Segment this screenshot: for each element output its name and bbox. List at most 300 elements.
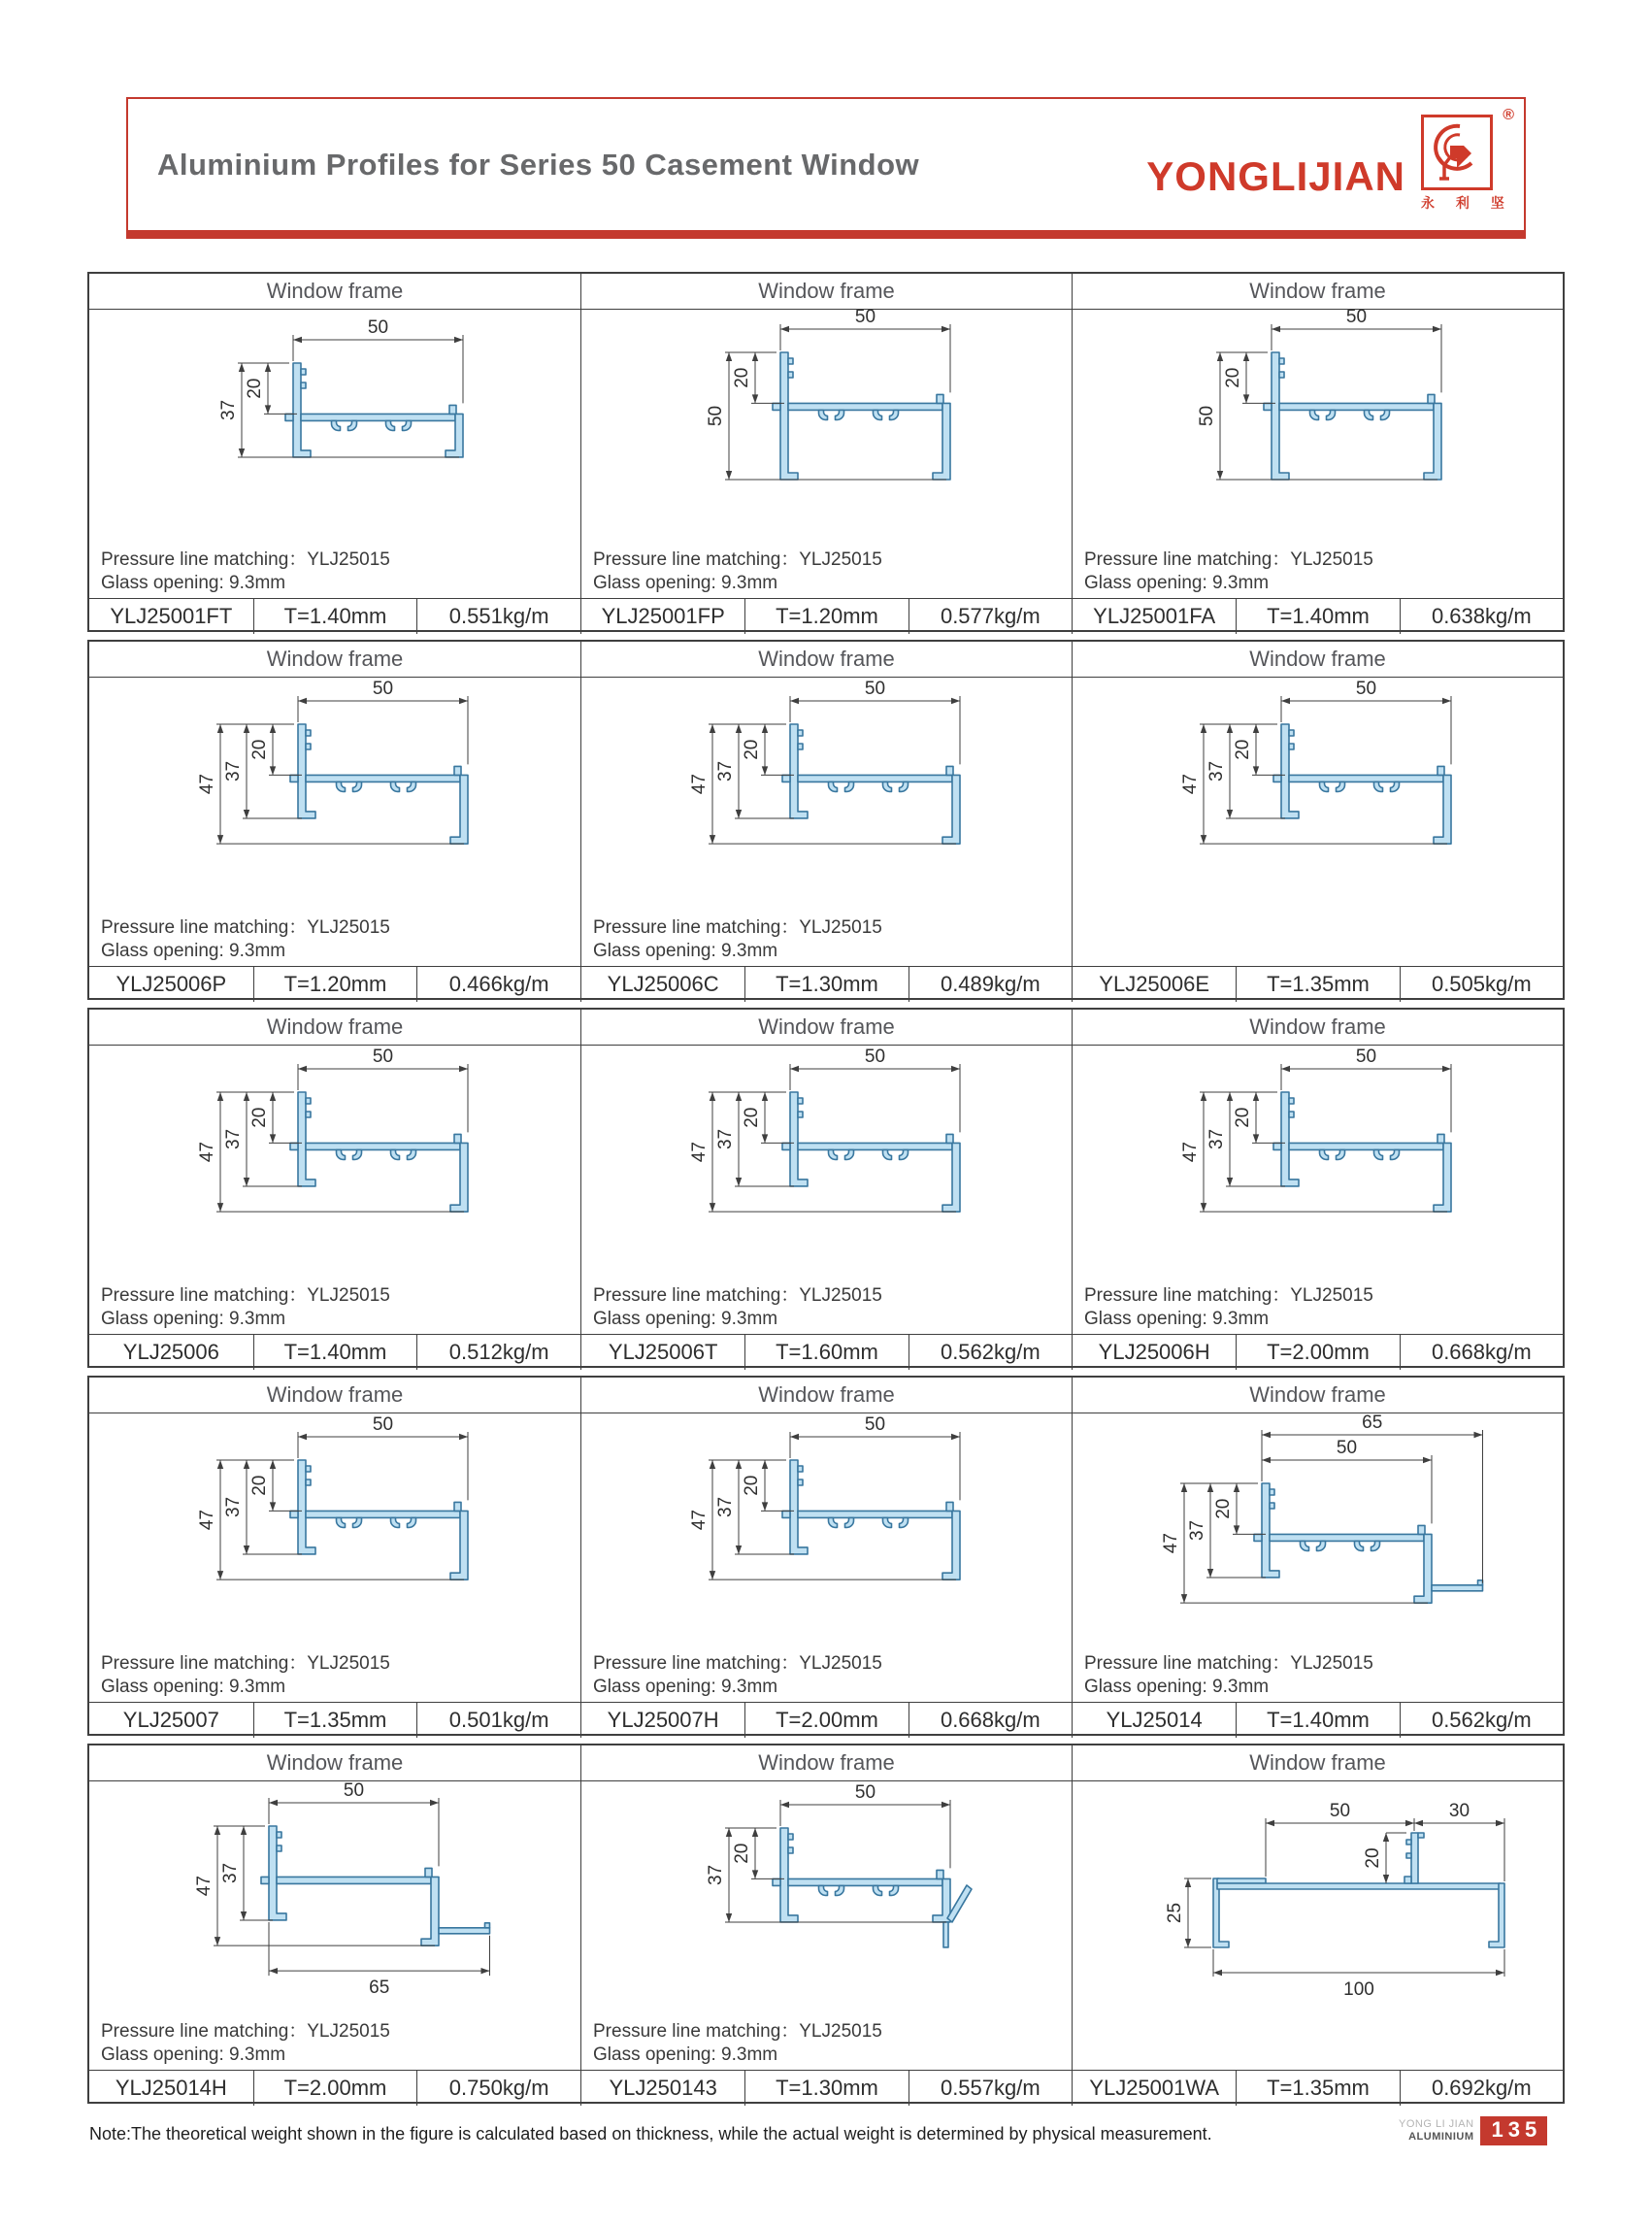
dimension-arrow-icon	[790, 1066, 799, 1072]
glass-opening-text: Glass opening: 9.3mm	[101, 2044, 286, 2065]
dimension-arrow-icon	[1414, 1820, 1423, 1826]
profile-shape	[900, 1517, 909, 1527]
thickness-value: T=2.00mm	[744, 1703, 908, 1738]
profile-shape	[277, 1877, 431, 1883]
profile-shape	[293, 363, 311, 457]
profile-shape	[883, 1149, 892, 1159]
profile-shape	[1264, 403, 1272, 410]
profile-drawing	[1073, 678, 1563, 914]
dimension-label: 50	[706, 405, 726, 427]
dimension-label: 37	[220, 1862, 241, 1884]
profile-shape	[1289, 1143, 1443, 1149]
profile-row	[87, 1744, 1565, 2104]
profile-shape	[277, 1832, 281, 1838]
profile-shape	[1337, 781, 1345, 791]
dimension-arrow-icon	[951, 1434, 960, 1440]
dimension-arrow-icon	[752, 1870, 758, 1878]
profile-row	[87, 640, 1565, 1000]
dimension-arrow-icon	[270, 1460, 276, 1469]
cell-spec-row	[581, 1702, 1072, 1738]
dimension-arrow-icon	[1201, 1092, 1206, 1101]
profile-shape	[306, 1112, 311, 1117]
dimension-arrow-icon	[752, 1828, 758, 1837]
profile-drawing-area	[581, 1413, 1072, 1649]
pressure-line-text: Pressure line matching：YLJ25015	[1084, 1285, 1373, 1306]
dimension-arrow-icon	[710, 835, 715, 844]
profile-shape	[1434, 775, 1451, 844]
model-code: YLJ25006T	[608, 1340, 718, 1364]
profile-drawing-area	[89, 1413, 580, 1649]
dimension-arrow-icon	[762, 1134, 768, 1143]
dimension-label: 50	[343, 1781, 365, 1801]
profile-shape	[306, 775, 460, 781]
cell-notes	[1073, 914, 1563, 966]
dimension-label: 65	[1362, 1413, 1383, 1433]
profile-shape	[290, 1511, 298, 1517]
cell-notes	[1073, 2017, 1563, 2070]
profile-shape	[1418, 1525, 1425, 1534]
dimension-arrow-icon	[752, 394, 758, 403]
dimension-label: 20	[1233, 1107, 1253, 1128]
profile-shape	[1279, 403, 1434, 410]
weight-value: 0.562kg/m	[1400, 1703, 1563, 1738]
cell-notes	[581, 1649, 1072, 1702]
profile-cell-YLJ25006P	[89, 642, 580, 1002]
profile-shape	[1270, 1489, 1274, 1495]
dimension-label: 50	[1355, 1047, 1377, 1067]
profile-drawing-area	[89, 310, 580, 546]
dimension-label: 47	[689, 773, 710, 795]
registered-trademark-icon: ®	[1503, 107, 1514, 123]
profile-shape	[1414, 1534, 1432, 1603]
profile-drawing-area	[581, 1781, 1072, 2017]
profile-drawing-area	[1073, 678, 1563, 914]
profile-shape	[1281, 724, 1299, 818]
dimension-arrow-icon	[726, 1828, 732, 1837]
dimension-label: 50	[854, 1782, 876, 1803]
thickness-value: T=1.35mm	[1236, 2071, 1399, 2106]
dimension-label: 50	[1197, 405, 1217, 427]
dimension-arrow-icon	[736, 1178, 742, 1186]
dimension-arrow-icon	[1281, 698, 1290, 704]
profile-drawing	[89, 678, 579, 914]
thickness-value: T=2.00mm	[1236, 1335, 1399, 1370]
dimension-label: 50	[1345, 310, 1368, 327]
dimension-label: 47	[689, 1141, 710, 1163]
dimension-arrow-icon	[481, 1968, 490, 1974]
dimension-arrow-icon	[1262, 1457, 1271, 1463]
profile-shape	[1371, 1541, 1380, 1550]
dimension-arrow-icon	[459, 698, 468, 704]
dimension-arrow-icon	[736, 1092, 742, 1101]
footnote: Note:The theoretical weight shown in the figure is calculated based on thickness, while the actual weight is determined by physical measurement.	[89, 2124, 1212, 2144]
footer-brand-line1: YONG LI JIAN	[1399, 2118, 1474, 2130]
profile-shape	[798, 775, 952, 781]
profile-shape	[450, 775, 468, 844]
profile-shape	[1406, 1840, 1411, 1845]
cell-spec-row	[1073, 2070, 1563, 2106]
model-code: YLJ25007H	[607, 1708, 719, 1732]
dimension-label: 50	[372, 1047, 394, 1067]
glass-opening-text: Glass opening: 9.3mm	[101, 573, 286, 593]
profile-shape	[1406, 1853, 1411, 1858]
weight-value: 0.557kg/m	[909, 2071, 1072, 2106]
cell-notes	[89, 1649, 580, 1702]
model-code: YLJ25001FP	[601, 604, 725, 628]
profile-shape	[348, 420, 357, 430]
glass-opening-text: Glass opening: 9.3mm	[101, 1309, 286, 1329]
dimension-arrow-icon	[1383, 1833, 1389, 1842]
cell-title: Window frame	[89, 642, 580, 678]
pressure-line-text: Pressure line matching：YLJ25015	[101, 917, 390, 938]
dimension-label: 20	[732, 367, 752, 388]
weight-value: 0.638kg/m	[1400, 599, 1563, 634]
profile-drawing	[89, 1781, 579, 2017]
dimension-arrow-icon	[1227, 724, 1233, 733]
dimension-arrow-icon	[244, 1178, 249, 1186]
dimension-label: 37	[715, 1496, 736, 1518]
weight-value: 0.489kg/m	[909, 967, 1072, 1002]
profile-shape	[1411, 1833, 1418, 1883]
profile-shape	[883, 1517, 892, 1527]
dimension-label: 50	[1329, 1801, 1351, 1821]
dimension-arrow-icon	[736, 810, 742, 818]
dimension-label: 30	[1448, 1801, 1470, 1821]
pressure-line-text: Pressure line matching：YLJ25015	[101, 2021, 390, 2042]
profile-cell-YLJ25007	[89, 1378, 580, 1738]
profile-shape	[1434, 1143, 1451, 1212]
profile-shape	[829, 1149, 838, 1159]
dimension-label: 20	[1213, 1498, 1234, 1519]
profile-shape	[1289, 775, 1443, 781]
profile-shape	[391, 1517, 400, 1527]
dimension-arrow-icon	[217, 1460, 223, 1469]
dimension-arrow-icon	[726, 352, 732, 361]
dimension-arrow-icon	[1201, 724, 1206, 733]
thickness-value: T=1.40mm	[1236, 599, 1399, 634]
glass-opening-text: Glass opening: 9.3mm	[1084, 1677, 1270, 1697]
weight-value: 0.562kg/m	[909, 1335, 1072, 1370]
profile-shape	[1489, 1883, 1504, 1947]
model-code: YLJ250143	[609, 2076, 717, 2100]
weight-value: 0.577kg/m	[909, 599, 1072, 634]
dimension-arrow-icon	[951, 698, 960, 704]
dimension-arrow-icon	[790, 1434, 799, 1440]
dimension-label: 47	[1180, 773, 1201, 795]
cell-spec-row	[1073, 1334, 1563, 1370]
dimension-label: 37	[715, 760, 736, 782]
profile-cell-YLJ25001FP	[580, 274, 1072, 634]
model-code: YLJ25006C	[607, 972, 719, 996]
dimension-arrow-icon	[298, 1434, 307, 1440]
dimension-arrow-icon	[1227, 810, 1233, 818]
cell-notes	[89, 1281, 580, 1334]
profile-shape	[1432, 1585, 1483, 1591]
profile-shape	[845, 1517, 854, 1527]
dimension-label: 20	[732, 1843, 752, 1864]
dimension-arrow-icon	[1243, 394, 1249, 403]
dimension-label: 20	[249, 1107, 270, 1128]
dimension-label: 50	[864, 1414, 886, 1435]
model-code: YLJ25006P	[116, 972, 227, 996]
profile-shape	[449, 405, 456, 414]
profile-drawing-area	[1073, 1781, 1563, 2017]
dimension-arrow-icon	[1181, 1483, 1187, 1492]
profile-cell-YLJ25001FA	[1072, 274, 1563, 634]
profile-shape	[829, 781, 838, 791]
profile-shape	[798, 1098, 803, 1104]
dimension-arrow-icon	[239, 449, 245, 457]
profile-shape	[798, 730, 803, 736]
profile-shape	[1374, 781, 1383, 791]
profile-cell-YLJ25007H	[580, 1378, 1072, 1738]
model-code: YLJ25007	[122, 1708, 219, 1732]
profile-shape	[298, 724, 315, 818]
profile-cell-YLJ25006C	[580, 642, 1072, 1002]
dimension-label: 20	[1223, 367, 1243, 388]
dimension-arrow-icon	[710, 1092, 715, 1101]
pressure-line-text: Pressure line matching：YLJ25015	[101, 1653, 390, 1674]
dimension-label: 37	[706, 1864, 726, 1886]
profile-shape	[836, 410, 844, 419]
dimension-arrow-icon	[244, 724, 249, 733]
dimension-label: 25	[1165, 1902, 1185, 1924]
dimension-arrow-icon	[1383, 1875, 1389, 1883]
dimension-arrow-icon	[1213, 1970, 1222, 1976]
dimension-arrow-icon	[270, 1092, 276, 1101]
cell-notes	[581, 914, 1072, 966]
dimension-arrow-icon	[459, 1066, 468, 1072]
dimension-arrow-icon	[762, 1092, 768, 1101]
pressure-line-text: Pressure line matching：YLJ25015	[593, 1653, 882, 1674]
dimension-arrow-icon	[244, 1546, 249, 1554]
dimension-label: 50	[372, 1414, 394, 1435]
profile-shape	[1327, 410, 1336, 419]
profile-shape	[1374, 1149, 1383, 1159]
glass-opening-text: Glass opening: 9.3mm	[101, 941, 286, 961]
profile-shape	[773, 1878, 780, 1885]
cell-notes	[89, 2017, 580, 2070]
brand-name: YONGLIJIAN	[1146, 153, 1405, 199]
dimension-arrow-icon	[710, 1571, 715, 1579]
profile-shape	[1337, 1149, 1345, 1159]
dimension-arrow-icon	[239, 363, 245, 372]
cell-spec-row	[1073, 1702, 1563, 1738]
profile-shape	[425, 1868, 432, 1877]
pressure-line-text: Pressure line matching：YLJ25015	[101, 1285, 390, 1306]
profile-drawing-area	[581, 310, 1072, 546]
profile-shape	[1273, 1143, 1281, 1149]
profile-shape	[306, 1143, 460, 1149]
weight-value: 0.668kg/m	[1400, 1335, 1563, 1370]
profile-shape	[836, 1885, 844, 1895]
dimension-label: 20	[245, 378, 265, 399]
profile-shape	[943, 1922, 948, 1947]
profile-shape	[946, 1134, 953, 1143]
cell-spec-row	[1073, 966, 1563, 1002]
cell-title: Window frame	[89, 1378, 580, 1413]
dimension-arrow-icon	[1253, 766, 1259, 775]
cell-title: Window frame	[89, 1745, 580, 1781]
dimension-arrow-icon	[269, 1968, 278, 1974]
cell-title: Window frame	[581, 274, 1072, 310]
profile-drawing	[1073, 1781, 1563, 2017]
dimension-arrow-icon	[215, 1937, 220, 1945]
dimension-arrow-icon	[942, 326, 950, 332]
profile-shape	[890, 410, 899, 419]
dimension-arrow-icon	[298, 1066, 307, 1072]
weight-value: 0.668kg/m	[909, 1703, 1072, 1738]
model-code: YLJ25001FT	[110, 604, 233, 628]
profile-shape	[1217, 1883, 1501, 1889]
profile-shape	[391, 1149, 400, 1159]
dimension-arrow-icon	[762, 724, 768, 733]
profile-shape	[306, 1466, 311, 1472]
profile-cell-YLJ25014H	[89, 1745, 580, 2106]
dimension-arrow-icon	[752, 352, 758, 361]
cell-title: Window frame	[1073, 1010, 1563, 1046]
profile-cell-YLJ25001WA	[1072, 1745, 1563, 2106]
profile-shape	[298, 1460, 315, 1554]
cell-spec-row	[581, 2070, 1072, 2106]
profile-shape	[1320, 781, 1329, 791]
dimension-label: 37	[223, 1496, 244, 1518]
profile-shape	[782, 1143, 790, 1149]
model-code: YLJ25014	[1106, 1708, 1203, 1732]
dimension-arrow-icon	[780, 326, 789, 332]
dimension-arrow-icon	[710, 724, 715, 733]
dimension-arrow-icon	[270, 1502, 276, 1511]
profile-drawing	[89, 310, 579, 546]
dimension-arrow-icon	[217, 835, 223, 844]
profile-shape	[788, 1847, 793, 1853]
profile-shape	[1381, 410, 1390, 419]
thickness-value: T=1.35mm	[1236, 967, 1399, 1002]
dimension-label: 37	[715, 1128, 736, 1150]
profile-shape	[788, 358, 793, 364]
dimension-label: 37	[218, 399, 239, 421]
profile-drawing	[581, 1413, 1072, 1649]
profile-shape	[454, 1502, 461, 1511]
profile-shape	[450, 1143, 468, 1212]
dimension-arrow-icon	[790, 698, 799, 704]
profile-shape	[1404, 1877, 1411, 1883]
profile-shape	[454, 1134, 461, 1143]
profile-shape	[391, 781, 400, 791]
pressure-line-text: Pressure line matching：YLJ25015	[593, 917, 882, 938]
profile-shape	[290, 1143, 298, 1149]
profile-shape	[900, 1149, 909, 1159]
dimension-arrow-icon	[1207, 1569, 1213, 1578]
cell-notes	[581, 546, 1072, 598]
profile-row	[87, 272, 1565, 632]
cell-spec-row	[581, 1334, 1072, 1370]
cell-title: Window frame	[1073, 1378, 1563, 1413]
dimension-arrow-icon	[270, 724, 276, 733]
profile-shape	[306, 744, 311, 749]
profile-shape	[845, 781, 854, 791]
dimension-arrow-icon	[942, 1802, 950, 1808]
dimension-arrow-icon	[1262, 1432, 1271, 1438]
profile-shape	[450, 1511, 468, 1579]
dimension-arrow-icon	[1185, 1878, 1191, 1887]
dimension-label: 37	[223, 760, 244, 782]
cell-spec-row	[89, 1334, 580, 1370]
profile-shape	[829, 1517, 838, 1527]
dimension-arrow-icon	[1253, 1134, 1259, 1143]
profile-shape	[1289, 1112, 1294, 1117]
profile-shape	[408, 1517, 416, 1527]
profile-shape	[1391, 781, 1400, 791]
profile-shape	[883, 781, 892, 791]
glass-opening-text: Glass opening: 9.3mm	[593, 2044, 778, 2065]
page-title: Aluminium Profiles for Series 50 Casement Window	[157, 147, 920, 182]
cell-title: Window frame	[581, 1378, 1072, 1413]
profile-drawing	[1073, 310, 1563, 546]
dimension-arrow-icon	[1201, 835, 1206, 844]
profile-shape	[1301, 1541, 1309, 1550]
profile-shape	[1270, 1503, 1274, 1509]
profile-shape	[845, 1149, 854, 1159]
dimension-arrow-icon	[293, 337, 302, 343]
dimension-label: 47	[1180, 1141, 1201, 1163]
profile-row	[87, 1376, 1565, 1736]
profile-shape	[788, 1878, 942, 1885]
thickness-value: T=2.00mm	[253, 2071, 417, 2106]
brand-emblem-swirl-icon	[1427, 120, 1487, 184]
dimension-arrow-icon	[1217, 352, 1223, 361]
dimension-label: 47	[194, 1875, 215, 1897]
dimension-arrow-icon	[1266, 1820, 1274, 1826]
cell-spec-row	[581, 966, 1072, 1002]
model-code: YLJ25014H	[115, 2076, 227, 2100]
dimension-label: 50	[372, 679, 394, 699]
brand-logo-mark	[1421, 107, 1514, 213]
profile-shape	[1254, 1534, 1262, 1541]
dimension-arrow-icon	[1253, 724, 1259, 733]
profile-shape	[937, 1870, 943, 1878]
dimension-arrow-icon	[1405, 1820, 1414, 1826]
pressure-line-text: Pressure line matching：YLJ25015	[1084, 549, 1373, 570]
profile-shape	[439, 1928, 490, 1934]
profile-drawing	[581, 310, 1072, 546]
profile-shape	[1279, 358, 1284, 364]
weight-value: 0.551kg/m	[416, 599, 580, 634]
dimension-arrow-icon	[762, 1502, 768, 1511]
dimension-arrow-icon	[244, 1092, 249, 1101]
glass-opening-text: Glass opening: 9.3mm	[1084, 1309, 1270, 1329]
model-code: YLJ25006E	[1099, 972, 1210, 996]
profile-shape	[269, 1826, 286, 1920]
dimension-arrow-icon	[710, 1460, 715, 1469]
cell-spec-row	[89, 598, 580, 634]
profile-drawing-area	[89, 1046, 580, 1281]
profile-cell-YLJ25006H	[1072, 1010, 1563, 1370]
glass-opening-text: Glass opening: 9.3mm	[101, 1677, 286, 1697]
profile-shape	[946, 1502, 953, 1511]
dimension-label: 100	[1343, 1979, 1374, 2000]
profile-cell-YLJ25006T	[580, 1010, 1072, 1370]
dimension-label: 20	[742, 1475, 762, 1496]
profile-shape	[403, 420, 412, 430]
profile-shape	[933, 403, 950, 480]
profile-shape	[306, 1098, 311, 1104]
dimension-arrow-icon	[244, 810, 249, 818]
cell-spec-row	[89, 966, 580, 1002]
cell-title: Window frame	[1073, 274, 1563, 310]
weight-value: 0.466kg/m	[416, 967, 580, 1002]
dimension-arrow-icon	[215, 1826, 220, 1835]
